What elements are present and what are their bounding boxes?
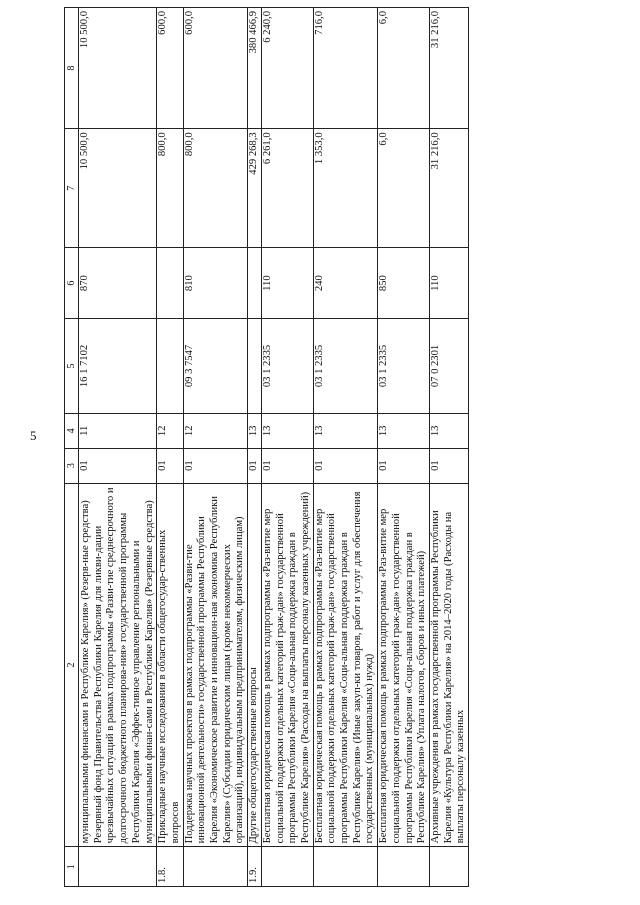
cell-target-article: [248, 319, 262, 414]
cell-target-article: [157, 319, 183, 414]
header-col-5: 5: [65, 319, 79, 414]
cell-amount-1: 31 216,0: [429, 129, 468, 248]
cell-amount-2: 600,0: [157, 8, 183, 129]
cell-amount-1: 800,0: [157, 129, 183, 248]
header-col-3: 3: [65, 448, 79, 483]
continuation-text: муниципальными финансами в Республике Карелия» (Резерв-ные средства): [80, 500, 91, 844]
cell-section: 01: [183, 448, 248, 483]
cell-amount-2: 600,0: [183, 8, 248, 129]
cell-expense-type: 240: [313, 248, 378, 319]
cell-subsection: 13: [429, 413, 468, 448]
cell-amount-2: 31 216,0: [429, 8, 468, 129]
cell-section: 01: [157, 448, 183, 483]
cell-name: Бесплатная юридическая помощь в рамках подпрограммы «Раз-витие мер социальной поддержки отдельных категорий граж-дан» государственной программы Республики Карелия «Соци-альная поддержка граждан в Республике Карелия» (Уплата налогов, сборов и иных платежей): [378, 483, 430, 847]
cell-num: 1.9.: [248, 847, 262, 887]
cell-subsection: 13: [261, 413, 313, 448]
cell-num: [79, 847, 157, 887]
cell-amount-2: 6 240,0: [261, 8, 313, 129]
table-row: [261, 8, 313, 887]
cell-name: Бесплатная юридическая помощь в рамках подпрограммы «Раз-витие мер социальной поддержки отдельных категорий граж-дан» государственной программы Республики Карелия «Соци-альная поддержка граждан в Республике Карелия» (Расходы на выплаты персоналу казенных учреждений): [261, 483, 313, 847]
cell-amount-1: 800,0: [183, 129, 248, 248]
header-col-2: 2: [65, 483, 79, 847]
cell-expense-type: 850: [378, 248, 430, 319]
cell-subsection: 13: [313, 413, 378, 448]
rotated-table-page: [64, 7, 630, 887]
cell-amount-1: 6 261,0: [261, 129, 313, 248]
cell-amount-1: 6,0: [378, 129, 430, 248]
cell-name: Бесплатная юридическая помощь в рамках подпрограммы «Раз-витие мер социальной поддержки отдельных категорий граж-дан» государственной программы Республики Карелия «Соци-альная поддержка граждан в Республике Карелия» (Иные закуп-ки товаров, работ и услуг для обеспечения государственных (муниципальных) нужд): [313, 483, 378, 847]
cell-amount-1: 1 353,0: [313, 129, 378, 248]
cell-name-text: Резервный фонд Правительства Республики Карелия для ликви-дации чрезвычайных ситуаций в рамках подпрограммы «Разви-тие среднесрочного и долгосрочного бюджетного планирова-ния» государственной программы Республики Карелия «Эффек-тивное управление региональными и муниципальными финан-сами в Республике Карелия» (Резервные средства): [92, 487, 155, 844]
cell-section: 01: [313, 448, 378, 483]
cell-expense-type: 810: [183, 248, 248, 319]
cell-section: 01: [261, 448, 313, 483]
table-header-row: [65, 8, 79, 887]
cell-name: Поддержка научных проектов в рамках подпрограммы «Разви-тие инновационной деятельности» государственной программы Республики Карелия «Экономическое развитие и инновацион-ная экономика Республики Карелия» (Субсидии юридическим лицам (кроме некоммерческих организаций), индивидуальным предпринимателям, физическим лицам): [183, 483, 248, 847]
cell-section: 01: [79, 448, 157, 483]
cell-subsection: 12: [157, 413, 183, 448]
cell-subsection: 13: [248, 413, 262, 448]
cell-num: [429, 847, 468, 887]
table-row: [183, 8, 248, 887]
cell-amount-1: 10 500,0: [79, 129, 157, 248]
table-row: [157, 8, 183, 887]
table-row: [313, 8, 378, 887]
cell-amount-2: 6,0: [378, 8, 430, 129]
cell-section: 01: [248, 448, 262, 483]
cell-amount-2: 716,0: [313, 8, 378, 129]
table-row: [79, 8, 157, 887]
cell-target-article: 09 3 7547: [183, 319, 248, 414]
cell-name: Прикладные научные исследования в области общегосудар-ственных вопросов: [157, 483, 183, 847]
cell-section: 01: [378, 448, 430, 483]
cell-target-article: 16 1 7102: [79, 319, 157, 414]
header-col-6: 6: [65, 248, 79, 319]
cell-target-article: 03 1 2335: [378, 319, 430, 414]
cell-subsection: 11: [79, 413, 157, 448]
cell-name: Другие общегосударственные вопросы: [248, 483, 262, 847]
header-col-4: 4: [65, 413, 79, 448]
cell-target-article: 07 0 2301: [429, 319, 468, 414]
page-number: 5: [30, 428, 37, 443]
cell-name: Архивные учреждения в рамках государственной программы Республики Карелия «Культура Республики Карелия» на 2014–2020 годы (Расходы на выплаты персоналу казенных: [429, 483, 468, 847]
table-row: [378, 8, 430, 887]
cell-amount-2: 380 466,9: [248, 8, 262, 129]
cell-expense-type: 110: [261, 248, 313, 319]
cell-target-article: 03 1 2335: [261, 319, 313, 414]
cell-expense-type: [248, 248, 262, 319]
cell-amount-1: 429 268,3: [248, 129, 262, 248]
cell-subsection: 12: [183, 413, 248, 448]
budget-table: [64, 7, 469, 887]
header-col-7: 7: [65, 129, 79, 248]
cell-num: [313, 847, 378, 887]
cell-expense-type: 110: [429, 248, 468, 319]
header-col-8: 8: [65, 8, 79, 129]
cell-expense-type: 870: [79, 248, 157, 319]
cell-num: [261, 847, 313, 887]
table-row: [248, 8, 262, 887]
cell-subsection: 13: [378, 413, 430, 448]
cell-section: 01: [429, 448, 468, 483]
cell-num: 1.8.: [157, 847, 183, 887]
header-col-1: 1: [65, 847, 79, 887]
cell-num: [378, 847, 430, 887]
table-row: [429, 8, 468, 887]
cell-amount-2: 10 500,0: [79, 8, 157, 129]
cell-name: [79, 483, 157, 847]
cell-num: [183, 847, 248, 887]
cell-target-article: 03 1 2335: [313, 319, 378, 414]
cell-expense-type: [157, 248, 183, 319]
